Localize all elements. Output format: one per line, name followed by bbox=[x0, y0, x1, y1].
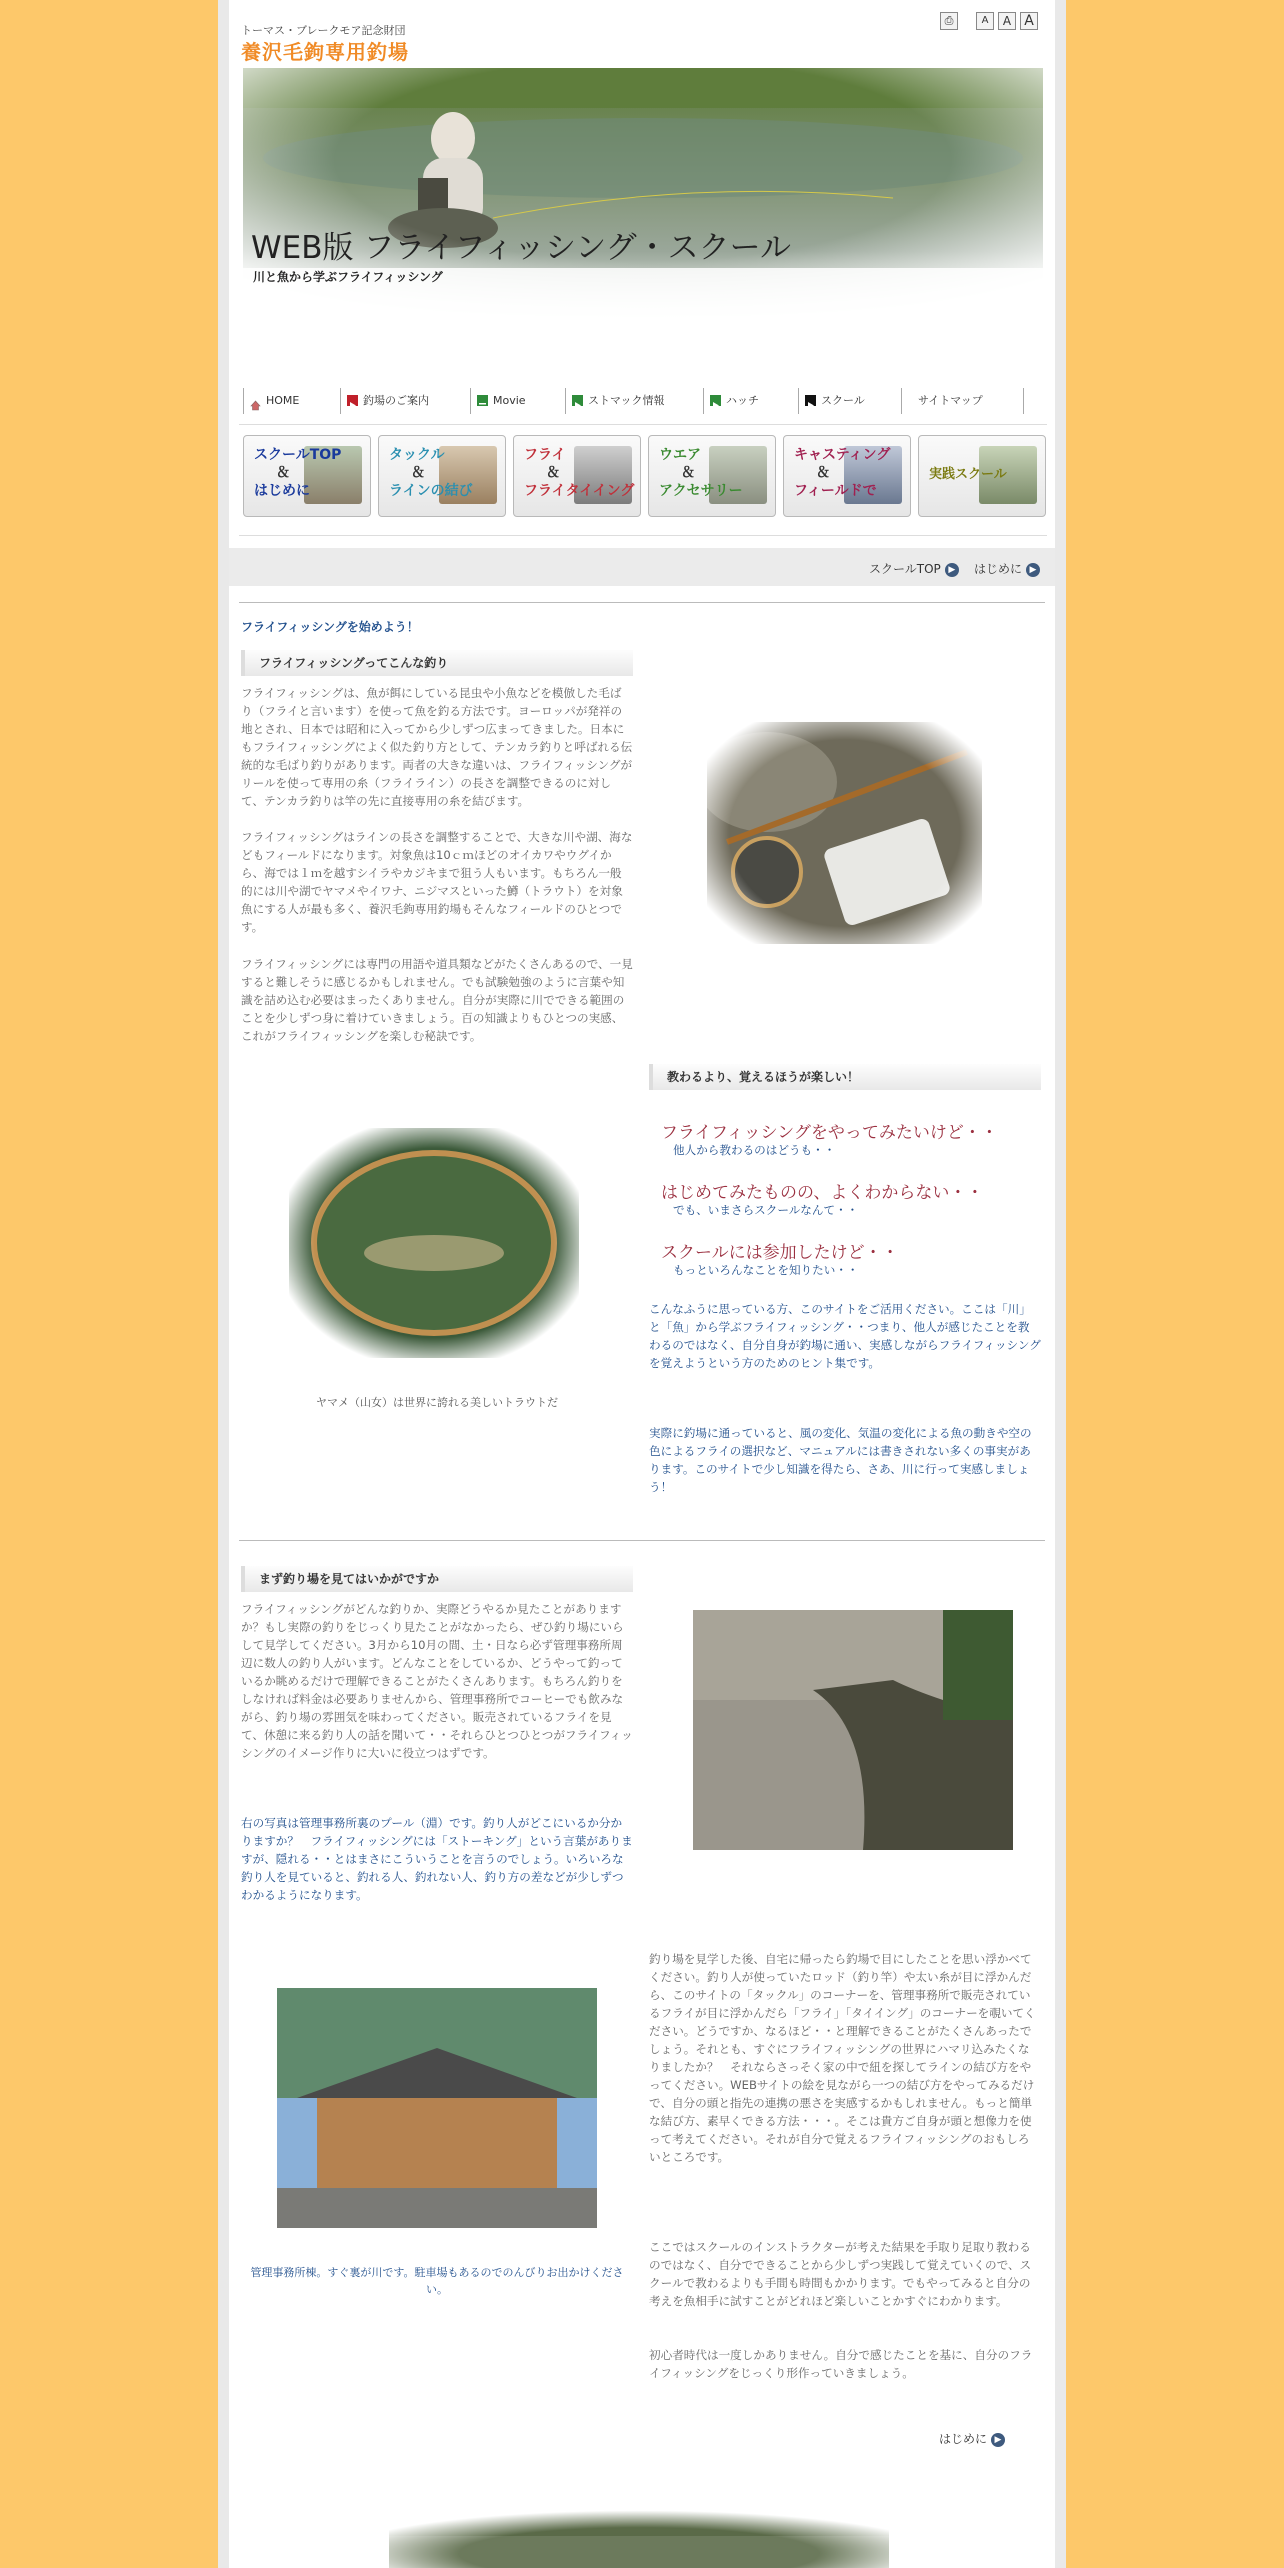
cat-casting[interactable]: キャスティング ＆ フィールドで bbox=[783, 435, 911, 517]
section2-p2: 実際に釣場に通っていると、風の変化、気温の変化による魚の動きや空の色によるフライの選択など、マニュアルには書きされない多くの事実があります。このサイトで少し知識を得たら、さあ、川に行って実感しましょう！ bbox=[649, 1426, 1032, 1494]
org-name: トーマス・ブレークモア記念財団 bbox=[241, 24, 406, 37]
trout-net-photo bbox=[289, 1128, 579, 1358]
nav-stomach-info[interactable]: ストマック情報 bbox=[565, 388, 679, 414]
next-page-link[interactable]: はじめに ▶ bbox=[939, 2430, 1005, 2447]
hero-subtitle: 川と魚から学ぶフライフィッシング bbox=[253, 270, 443, 284]
site-title[interactable]: 養沢毛鉤専用釣場 bbox=[241, 40, 409, 64]
section3-p5: 初心者時代は一度しかありません。自分で感じたことを基に、自分のフライフィッシングをじっくり形作っていきましょう。 bbox=[649, 2348, 1033, 2380]
cat-fly[interactable]: フライ ＆ フライタイイング bbox=[513, 435, 641, 517]
cat-practice[interactable]: 実践スクール bbox=[918, 435, 1046, 517]
divider bbox=[239, 1540, 1045, 1541]
cat-school-top[interactable]: スクールTOP ＆ はじめに bbox=[243, 435, 371, 517]
nav-home[interactable]: HOME bbox=[243, 388, 313, 414]
section3-p3: 釣り場を見学した後、自宅に帰ったら釣場で目にしたことを思い浮かべてください。釣り人が使っていたロッド（釣り竿）や太い糸が目に浮かんだら、このサイトの「タックル」のコーナーを、管理事務所で販売されているフライが目に浮かんだら「フライ」「タイイング」のコーナーを覗いてください。どうですか、なるほど・・と理解できることがたくさんあったでしょう。それとも、すぐにフライフィッシングの世界にハマリ込みたくなりましたか？ それならさっそく家の中で紐を探してラインの結び方をやってください。WEBサイトの絵を見ながら一つの結び方をやってみるだけで、自分の頭と指先の連携の悪さを実感するかもしれません。もっと簡単な結び方、素早くできる方法・・・。そこは貴方ご自身が頭と想像力を使って考えてください。それが自分で覚えるフライフィッシングのおもしろいところです。 bbox=[649, 1952, 1036, 2164]
green-arrow-icon bbox=[572, 395, 583, 406]
green-arrow-icon bbox=[710, 395, 721, 406]
section1-p3: フライフィッシングには専門の用語や道具類などがたくさんあるので、一見すると難しそうに感じるかもしれません。でも試験勉強のように言葉や知識を詰め込む必要はまったくありません。自分が実際に川でできる範囲のことを少しずつ身に着けていきましょう。百の知識よりもひとつの実感、これがフライフィッシングを楽しむ秘訣です。 bbox=[241, 957, 633, 1043]
trout-caption: ヤマメ（山女）は世界に誇れる美しいトラウトだ bbox=[316, 1396, 558, 1409]
bottom-river-photo bbox=[389, 2496, 889, 2568]
font-medium-button[interactable]: A bbox=[998, 12, 1016, 30]
arrow-right-icon: ▶ bbox=[991, 2433, 1005, 2447]
answer-3: もっといろんなことを知りたい・・ bbox=[673, 1263, 859, 1277]
print-icon[interactable]: ⎙ bbox=[940, 12, 958, 30]
section3-p2: 右の写真は管理事務所裏のプール（淵）です。釣り人がどこにいるか分かりますか？ フライフィッシングには「ストーキング」という言葉がありますが、隠れる・・とはまさにこういうことを言うのでしょう。いろいろな釣り人を見ていると、釣れる人、釣れない人、釣り方の差などが少しずつわかるようになります。 bbox=[241, 1816, 633, 1902]
nav-sitemap[interactable]: サイトマップ bbox=[901, 388, 997, 414]
arrow-right-icon: ▶ bbox=[945, 563, 959, 577]
breadcrumb-strip bbox=[229, 548, 1055, 586]
arrow-right-icon: ▶ bbox=[1026, 563, 1040, 577]
section3-p4: ここではスクールのインストラクターが考えた結果を手取り足取り教わるのではなく、自分でできることから少しずつ実践して覚えていくので、スクールで教わるよりも手間も時間もかかります。でもやってみると自分の考えを魚相手に試すことがどれほど楽しいことかすぐにわかります。 bbox=[649, 2240, 1032, 2308]
section3-heading: まず釣り場を見てはいかがですか bbox=[241, 1566, 633, 1592]
cat-tackle[interactable]: タックル ＆ ラインの結び bbox=[378, 435, 506, 517]
hero-title: WEB版 フライフィッシング・スクール bbox=[251, 230, 792, 266]
nav-movie[interactable]: Movie bbox=[470, 388, 540, 414]
section3-p1: フライフィッシングがどんな釣りか、実際どうやるか見たことがありますか？もし実際の釣りをじっくり見たことがなかったら、ぜひ釣り場にいらして見学してください。3月から10月の間、土・日なら必ず管理事務所周辺に数人の釣り人がいます。どんなことをしているか、どうやって釣っているか眺めるだけで理解できることがたくさんあります。もちろん釣りをしなければ料金は必要ありませんから、管理事務所でコーヒーでも飲みながら、釣り場の雰囲気を味わってください。販売されているフライを見て、休憩に来る釣り人の話を聞いて・・それらひとつひとつがフライフィッシングのイメージ作りに大いに役立つはずです。 bbox=[241, 1602, 633, 1760]
question-1: フライフィッシングをやってみたいけど・・ bbox=[661, 1123, 998, 1143]
fly-tackle-photo bbox=[707, 722, 982, 944]
link-hajimeni[interactable]: はじめに ▶ bbox=[974, 560, 1040, 577]
nav-fishing-guide[interactable]: 釣場のご案内 bbox=[340, 388, 443, 414]
answer-2: でも、いまさらスクールなんて・・ bbox=[673, 1203, 859, 1217]
office-building-photo bbox=[277, 1988, 597, 2228]
section2-heading: 教わるより、覚えるほうが楽しい！ bbox=[649, 1064, 1041, 1090]
question-3: スクールには参加したけど・・ bbox=[661, 1243, 899, 1263]
divider bbox=[239, 602, 1045, 603]
main-nav bbox=[243, 388, 1043, 414]
font-large-button[interactable]: A bbox=[1020, 12, 1038, 30]
black-arrow-icon bbox=[805, 395, 816, 406]
section1-p2: フライフィッシングはラインの長さを調整することで、大きな川や湖、海などもフィールドになります。対象魚は10ｃｍほどのオイカワやウグイから、海では１ｍを越すシイラやカジキまで狙う人もいます。もちろん一般的には川や湖でヤマメやイワナ、ニジマスといった鱒（トラウト）を対象魚にする人が最も多く、養沢毛鉤専用釣場もそんなフィールドのひとつです。 bbox=[241, 830, 633, 934]
home-icon bbox=[250, 395, 261, 406]
office-caption: 管理事務所棟。すぐ裏が川です。駐車場もあるのでのんびりお出かけください。 bbox=[250, 2266, 624, 2296]
category-bar bbox=[239, 424, 1047, 536]
section1-heading: フライフィッシングってこんな釣り bbox=[241, 650, 633, 676]
cat-wear[interactable]: ウエア ＆ アクセサリー bbox=[648, 435, 776, 517]
answer-1: 他人から教わるのはどうも・・ bbox=[673, 1143, 836, 1157]
river-pool-photo bbox=[693, 1610, 1013, 1850]
nav-divider bbox=[1023, 388, 1024, 414]
intro-heading: フライフィッシングを始めよう！ bbox=[241, 620, 419, 634]
page bbox=[229, 0, 1055, 2568]
question-2: はじめてみたものの、よくわからない・・ bbox=[661, 1183, 984, 1203]
hero-image bbox=[243, 68, 1043, 330]
font-small-button[interactable]: A bbox=[976, 12, 994, 30]
nav-school[interactable]: スクール bbox=[798, 388, 879, 414]
section2-p1: こんなふうに思っている方、このサイトをご活用ください。ここは「川」と「魚」から学ぶフライフィッシング・・つまり、他人が感じたことを教わるのではなく、自分自身が釣場に通い、実感しながらフライフィッシングを覚えようという方のためのヒント集です。 bbox=[649, 1302, 1041, 1370]
green-list-icon bbox=[477, 395, 488, 406]
nav-hatch[interactable]: ハッチ bbox=[703, 388, 773, 414]
section1-p1: フライフィッシングは、魚が餌にしている昆虫や小魚などを模倣した毛ばり（フライと言います）を使って魚を釣る方法です。ヨーロッパが発祥の地とされ、日本では昭和に入ってから少しずつ広まってきました。日本にもフライフィッシングによく似た釣り方として、テンカラ釣りと呼ばれる伝統的な毛ばり釣りがあります。両者の大きな違いは、フライフィッシングがリールを使って専用の糸（フライライン）の長さを調整できるのに対して、テンカラ釣りは竿の先に直接専用の糸を結びます。 bbox=[241, 686, 633, 808]
link-school-top[interactable]: スクールTOP ▶ bbox=[869, 560, 959, 577]
red-arrow-icon bbox=[347, 395, 358, 406]
